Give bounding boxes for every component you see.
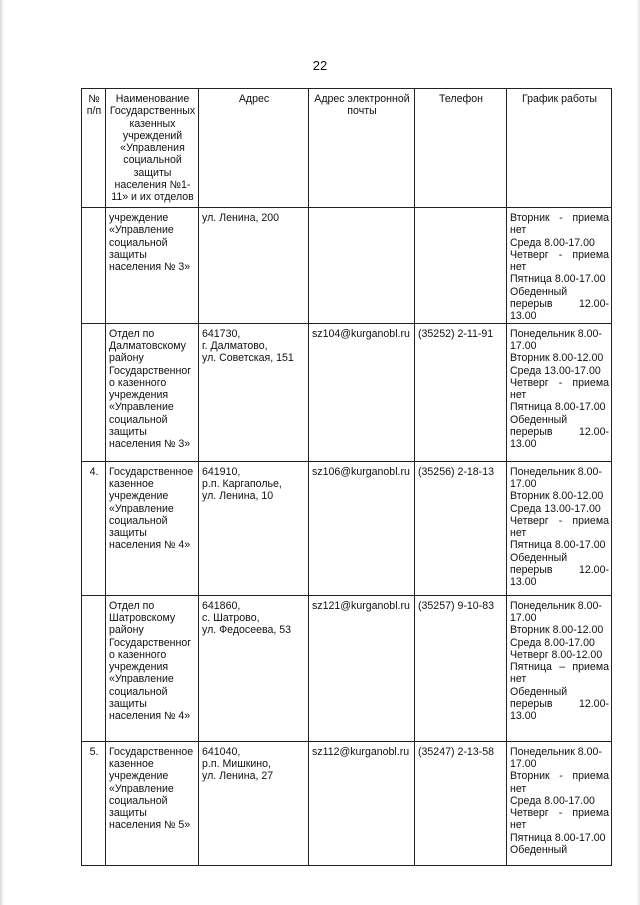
header-schedule: График работы (507, 89, 612, 208)
page-number: 22 (312, 58, 328, 73)
schedule-line: 17.00 (510, 477, 537, 490)
schedule-line: Пятница 8.00-17.00 (510, 831, 606, 844)
header-name: Наименование Государственных казенных учреждений «Управления социальной защиты населения №1- 11» и их отделов (106, 89, 199, 208)
schedule (507, 323, 612, 461)
schedule-line: 13.00 (510, 710, 537, 723)
phone: (35247) 2-13-58 (415, 741, 507, 865)
schedule-line: Четверг 8.00-12.00 (510, 648, 603, 661)
schedule-line: Вторник 8.00-12.00 (510, 352, 604, 365)
schedule-line: нет (510, 673, 527, 686)
schedule (507, 208, 612, 324)
schedule-line: Обеденный (510, 685, 568, 698)
schedule-line: 17.00 (510, 339, 537, 352)
header-number: № п/п (82, 89, 106, 208)
schedule-line: Среда 8.00-17.00 (510, 636, 595, 649)
header-email: Адрес электронной почты (309, 89, 415, 208)
email: sz112@kurganobl.ru (309, 741, 415, 865)
schedule-line: Пятница – приема (510, 661, 609, 674)
schedule-line: Понедельник 8.00- (510, 599, 602, 612)
schedule-line: 17.00 (510, 757, 537, 770)
schedule-line: Обеденный (510, 844, 568, 857)
row-number (82, 208, 106, 324)
institution-name: Отдел по Шатровскому району Государственног о казенного учреждения «Управление социальной защиты населения № 4» (106, 595, 199, 741)
email: sz121@kurganobl.ru (309, 595, 415, 741)
address: 641730, г. Далматово, ул. Советская, 151 (199, 323, 309, 461)
row-number: 5. (82, 741, 106, 865)
email: sz104@kurganobl.ru (309, 323, 415, 461)
schedule (507, 595, 612, 741)
schedule-line: Вторник 8.00-12.00 (510, 490, 604, 503)
schedule-line: перерыв 12.00- (510, 698, 609, 711)
schedule (507, 741, 612, 865)
schedule-line: Понедельник 8.00- (510, 745, 602, 758)
schedule-line: Обеденный (510, 413, 568, 426)
schedule-line: Среда 8.00-17.00 (510, 236, 595, 249)
phone: (35252) 2-11-91 (415, 323, 507, 461)
address: 641910, р.п. Каргаполье, ул. Ленина, 10 (199, 461, 309, 595)
table-row (82, 208, 612, 324)
schedule-line: нет (510, 782, 527, 795)
institution-name: Государственное казенное учреждение «Управление социальной защиты населения № 4» (106, 461, 199, 595)
header-row (82, 89, 612, 208)
schedule-line: Пятница 8.00-17.00 (510, 539, 606, 552)
phone: (35256) 2-18-13 (415, 461, 507, 595)
schedule-line: Обеденный (510, 551, 568, 564)
schedule (507, 461, 612, 595)
table-row (82, 323, 612, 461)
schedule-line: перерыв 12.00- (510, 426, 609, 439)
schedule-line: 17.00 (510, 611, 537, 624)
institutions-table (81, 88, 612, 866)
schedule-line: нет (510, 527, 527, 540)
email: sz106@kurganobl.ru (309, 461, 415, 595)
address: ул. Ленина, 200 (199, 208, 309, 324)
schedule-line: нет (510, 819, 527, 832)
header-phone: Телефон (415, 89, 507, 208)
schedule-line: Понедельник 8.00- (510, 327, 602, 340)
schedule-line: Пятница 8.00-17.00 (510, 273, 606, 286)
address: 641040, р.п. Мишкино, ул. Ленина, 27 (199, 741, 309, 865)
table-body (82, 208, 612, 866)
phone (415, 208, 507, 324)
schedule-line: 13.00 (510, 576, 537, 589)
table-row (82, 595, 612, 741)
schedule-line: нет (510, 224, 527, 237)
schedule-line: Четверг - приема (510, 807, 609, 820)
schedule-line: перерыв 12.00- (510, 564, 609, 577)
schedule-line: Четверг - приема (510, 376, 609, 389)
table-row (82, 741, 612, 865)
schedule-line: нет (510, 261, 527, 274)
schedule-line: Обеденный (510, 285, 568, 298)
row-number (82, 323, 106, 461)
schedule-line: Пятница 8.00-17.00 (510, 401, 606, 414)
schedule-line: перерыв 12.00- (510, 298, 609, 311)
header-address: Адрес (199, 89, 309, 208)
row-number (82, 595, 106, 741)
scan-edge-left (0, 0, 4, 905)
table-row (82, 461, 612, 595)
schedule-line: Среда 13.00-17.00 (510, 364, 601, 377)
schedule-line: Понедельник 8.00- (510, 465, 602, 478)
institution-name: Государственное казенное учреждение «Управление социальной защиты населения № 5» (106, 741, 199, 865)
schedule-line: 13.00 (510, 438, 537, 451)
schedule-line: Среда 13.00-17.00 (510, 502, 601, 515)
schedule-line: Четверг - приема (510, 248, 609, 261)
institution-name: Отдел по Далматовскому району Государственног о казенного учреждения «Управление социальной защиты населения № 3» (106, 323, 199, 461)
phone: (35257) 9-10-83 (415, 595, 507, 741)
schedule-line: 13.00 (510, 310, 537, 323)
schedule-line: нет (510, 389, 527, 402)
schedule-line: Вторник 8.00-12.00 (510, 624, 604, 637)
schedule-line: Четверг - приема (510, 514, 609, 527)
schedule-line: Вторник - приема (510, 770, 609, 783)
institution-name: учреждение «Управление социальной защиты населения № 3» (106, 208, 199, 324)
email (309, 208, 415, 324)
schedule-line: Вторник - приема (510, 212, 609, 224)
address: 641860, с. Шатрово, ул. Федосеева, 53 (199, 595, 309, 741)
row-number: 4. (82, 461, 106, 595)
schedule-line: Среда 8.00-17.00 (510, 794, 595, 807)
